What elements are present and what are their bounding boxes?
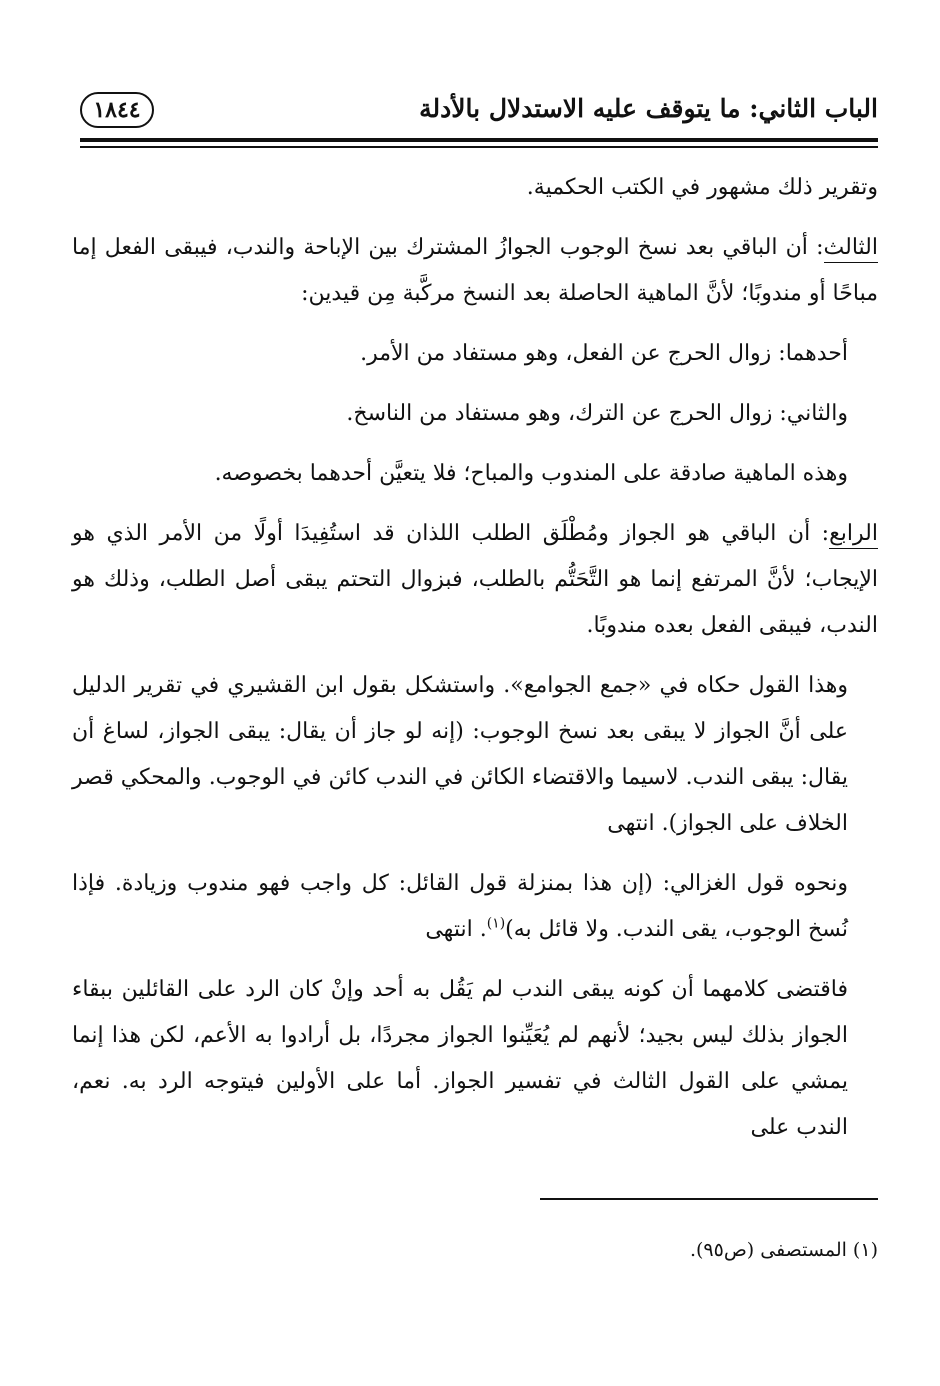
paragraph-text: وهذه الماهية صادقة على المندوب والمباح؛ فلا يتعيَّن أحدهما بخصوصه. [214, 461, 848, 486]
paragraph [72, 511, 878, 649]
paragraph [72, 165, 878, 211]
paragraph [72, 331, 878, 377]
paragraph [72, 663, 878, 847]
header-rule-thick [80, 138, 878, 142]
paragraph-text: فاقتضى كلامهما أن كونه يبقى الندب لم يَقُل به أحد وإنْ كان الرد على القائلين ببقاء الجواز بذلك ليس بجيد؛ لأنهم لم يُعَيِّنوا الجواز مجردًا، بل أرادوا به الأعم، لكن هذا إنما يمشي على القول الثالث في تفسير الجواز. أما على الأولين فيتوجه الرد به. نعم، الندب على [72, 977, 848, 1140]
page-number: ١٨٤٤ [80, 92, 154, 128]
paragraph [72, 861, 878, 953]
footnote-rule [540, 1198, 878, 1200]
paragraph-text: وتقرير ذلك مشهور في الكتب الحكمية. [526, 175, 878, 200]
paragraph-text: ونحوه قول الغزالي: (إن هذا بمنزلة قول القائل: كل واجب فهو مندوب وزيادة. فإذا نُسخ الوجوب، يقى الندب. ولا قائل به) [72, 871, 848, 942]
header-rule-thin [80, 146, 878, 148]
paragraph-text: والثاني: زوال الحرج عن الترك، وهو مستفاد من الناسخ. [346, 401, 848, 426]
body-text [72, 165, 878, 1165]
paragraph [72, 451, 878, 497]
paragraph-tail: . انتهى [425, 917, 487, 942]
paragraph-text: وهذا القول حكاه في «جمع الجوامع». واستشكل بقول ابن القشيري في تقرير الدليل على أنَّ الجواز لا يبقى بعد نسخ الوجوب: (إنه لو جاز أن يقال: يبقى الجواز، لساغ أن يقال: يبقى الندب. لاسيما والاقتضاء الكائن في الندب كائن في الوجوب. والمحكي قصر الخلاف على الجواز). انتهى [72, 673, 848, 836]
paragraph-text: أحدهما: زوال الحرج عن الفعل، وهو مستفاد من الأمر. [360, 341, 848, 366]
paragraph [72, 967, 878, 1151]
paragraph-lead: الرابع [829, 521, 878, 549]
paragraph-text: : أن الباقي هو الجواز ومُطْلَق الطلب اللذان قد استُفِيدَا أولًا من الأمر الذي هو الإيجاب؛ لأنَّ المرتفع إنما هو التَّحَتُّم بالطلب، فبزوال التحتم يبقى أصل الطلب، وذلك هو الندب، فيبقى الفعل بعده مندوبًا. [72, 521, 878, 638]
paragraph [72, 225, 878, 317]
running-title: الباب الثاني: ما يتوقف عليه الاستدلال بالأدلة [419, 94, 878, 123]
paragraph-text: : أن الباقي بعد نسخ الوجوب الجوازُ المشترك بين الإباحة والندب، فيبقى الفعل إما مباحًا أو مندوبًا؛ لأنَّ الماهية الحاصلة بعد النسخ مركَّبة مِن قيدين: [72, 235, 878, 306]
footnote: (١) المستصفى (ص٩٥). [689, 1239, 878, 1261]
paragraph [72, 391, 878, 437]
paragraph-lead: الثالث [824, 235, 878, 263]
page-header [80, 88, 878, 136]
footnote-ref[interactable]: (١) [486, 915, 506, 932]
